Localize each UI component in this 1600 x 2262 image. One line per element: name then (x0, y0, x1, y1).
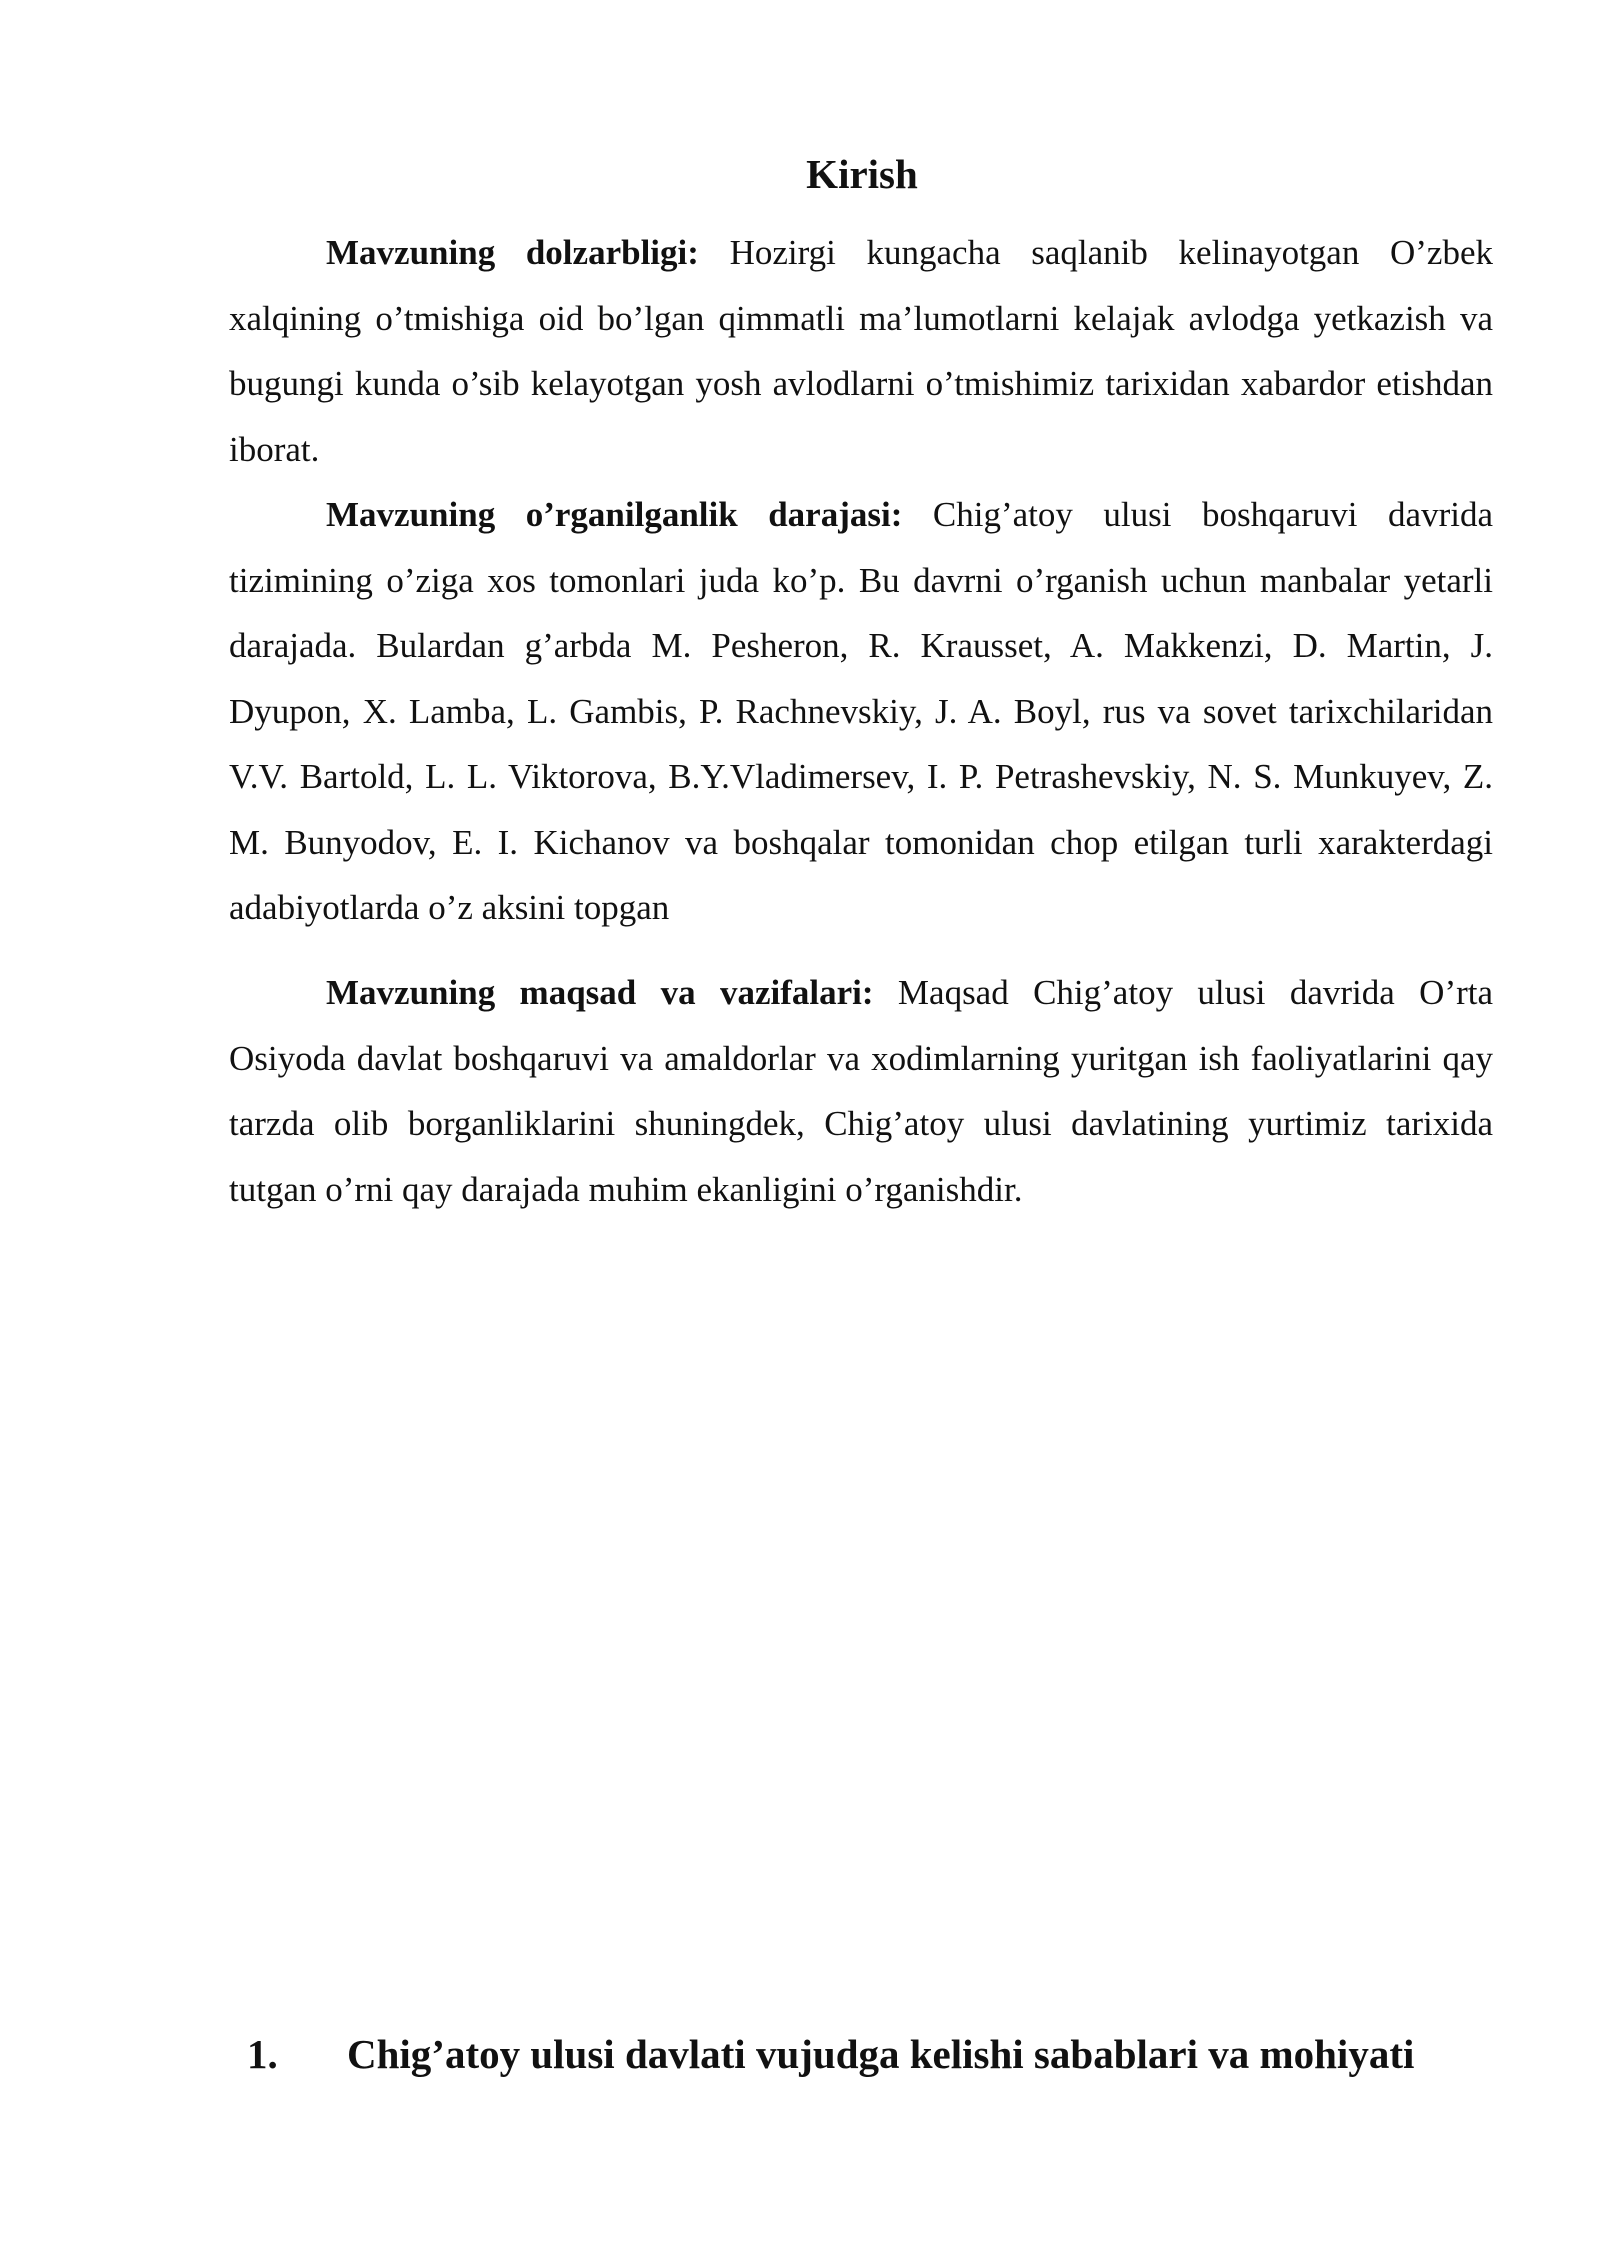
paragraph-text: Maqsad Chig’atoy ulusi davrida O’rta Osiyoda davlat boshqaruvi va amaldorlar va xodimlarning yuritgan ish faoliyatlarini qay tarzda olib borganliklarini shuningdek, Chig’atoy ulusi davlatining yurtimiz tarixida tutgan o’rni qay darajada muhim ekanligini o’rganishdir. (229, 973, 1494, 1209)
paragraph-text: Hozirgi kungacha saqlanib kelinayotgan O’zbek xalqining o’tmishiga oid bo’lgan qimmatli ma’lumotlarni kelajak avlodga yetkazish va bugungi kunda o’sib kelayotgan yosh avlodlarni o’tmishimiz tarixidan xabardor etishdan iborat. (229, 233, 1493, 469)
paragraph-label: Mavzuning dolzarbligi: (326, 233, 699, 272)
section-number: 1. (247, 2031, 278, 2077)
section-title: Chig’atoy ulusi davlati vujudga kelishi sabablari va mohiyati (347, 2031, 1415, 2077)
section-heading (247, 2030, 1547, 2078)
paragraph-goals (229, 960, 1493, 1222)
paragraph-study-level (229, 482, 1493, 941)
paragraph-label: Mavzuning o’rganilganlik darajasi: (326, 495, 903, 534)
paragraph-text: Chig’atoy ulusi boshqaruvi davrida tizimining o’ziga xos tomonlari juda ko’p. Bu davrni o’rganish uchun manbalar yetarli darajada. Bulardan g’arbda M. Pesheron, R. Krausset, A. Makkenzi, D. Martin, J. Dyupon, X. Lamba, L. Gambis, P. Rachnevskiy, J. A. Boyl, rus va sovet tarixchilaridan V.V. Bartold, L. L. Viktorova, B.Y.Vladimersev, I. P. Petrashevskiy, N. S. Munkuyev, Z. M. Bunyodov, E. I. Kichanov va boshqalar tomonidan chop etilgan turli xarakterdagi adabiyotlarda o’z aksini topgan (229, 495, 1493, 927)
page-title: Kirish (806, 151, 918, 197)
paragraph-label: Mavzuning maqsad va vazifalari: (326, 973, 874, 1012)
paragraph-relevance (229, 220, 1493, 482)
